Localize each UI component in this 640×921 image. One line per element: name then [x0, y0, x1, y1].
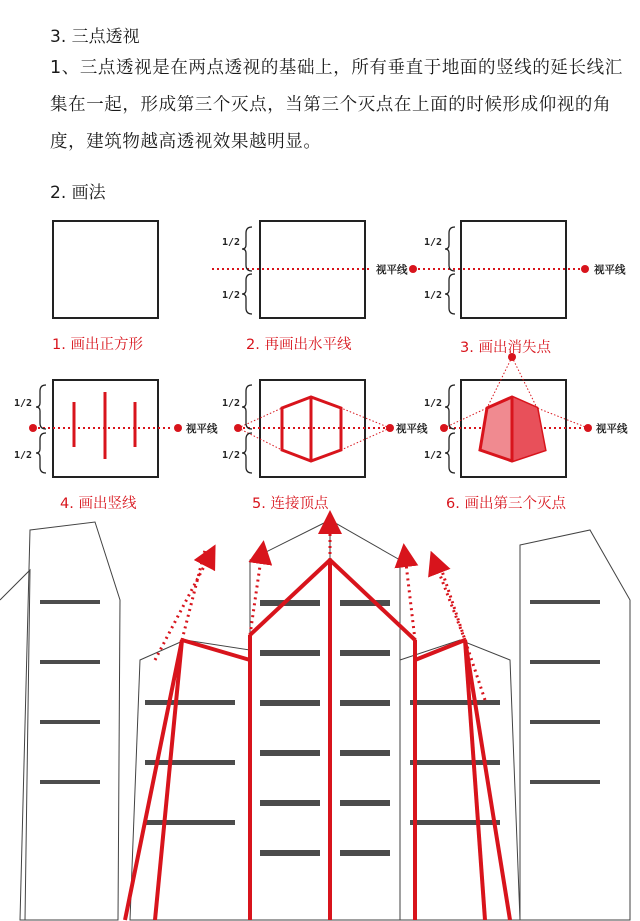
- horizon-label: 视平线: [186, 423, 218, 435]
- half-label: 1/2: [424, 398, 443, 409]
- intro-paragraph: 1、三点透视是在两点透视的基础上，所有垂直于地面的竖线的延长线汇集在一起，形成第三个灭点，当第三个灭点在上面的时候形成仰视的角度，建筑物越高透视效果越明显。: [50, 58, 623, 152]
- step5-caption: 5. 连接顶点: [252, 496, 329, 512]
- step4-caption: 4. 画出竖线: [60, 496, 137, 512]
- horizon-label: 视平线: [596, 423, 628, 435]
- half-label: 1/2: [424, 450, 443, 461]
- horizon-label: 视平线: [594, 264, 626, 276]
- building-sketch: [0, 515, 640, 921]
- half-label: 1/2: [424, 237, 443, 248]
- step2-caption: 2. 再画出水平线: [246, 337, 352, 353]
- half-label: 1/2: [14, 398, 33, 409]
- half-label: 1/2: [222, 290, 241, 301]
- step6-caption: 6. 画出第三个灭点: [446, 496, 566, 512]
- step5-diagram: [234, 380, 394, 477]
- half-label: 1/2: [424, 290, 443, 301]
- half-label: 1/2: [14, 450, 33, 461]
- step2-diagram: [212, 221, 372, 318]
- step3-diagram: [409, 221, 589, 318]
- horizon-label: 视平线: [396, 423, 428, 435]
- step1-caption: 1. 画出正方形: [52, 337, 143, 353]
- horizon-label: 视平线: [376, 264, 408, 276]
- step3-caption: 3. 画出消失点: [460, 340, 551, 356]
- half-label: 1/2: [222, 398, 241, 409]
- step6-diagram: [440, 353, 592, 477]
- step4-diagram: [29, 380, 182, 477]
- section-title: 3. 三点透视: [50, 27, 140, 47]
- half-label: 1/2: [222, 450, 241, 461]
- half-label: 1/2: [222, 237, 241, 248]
- step1-diagram: [53, 221, 158, 318]
- method-title: 2. 画法: [50, 183, 106, 203]
